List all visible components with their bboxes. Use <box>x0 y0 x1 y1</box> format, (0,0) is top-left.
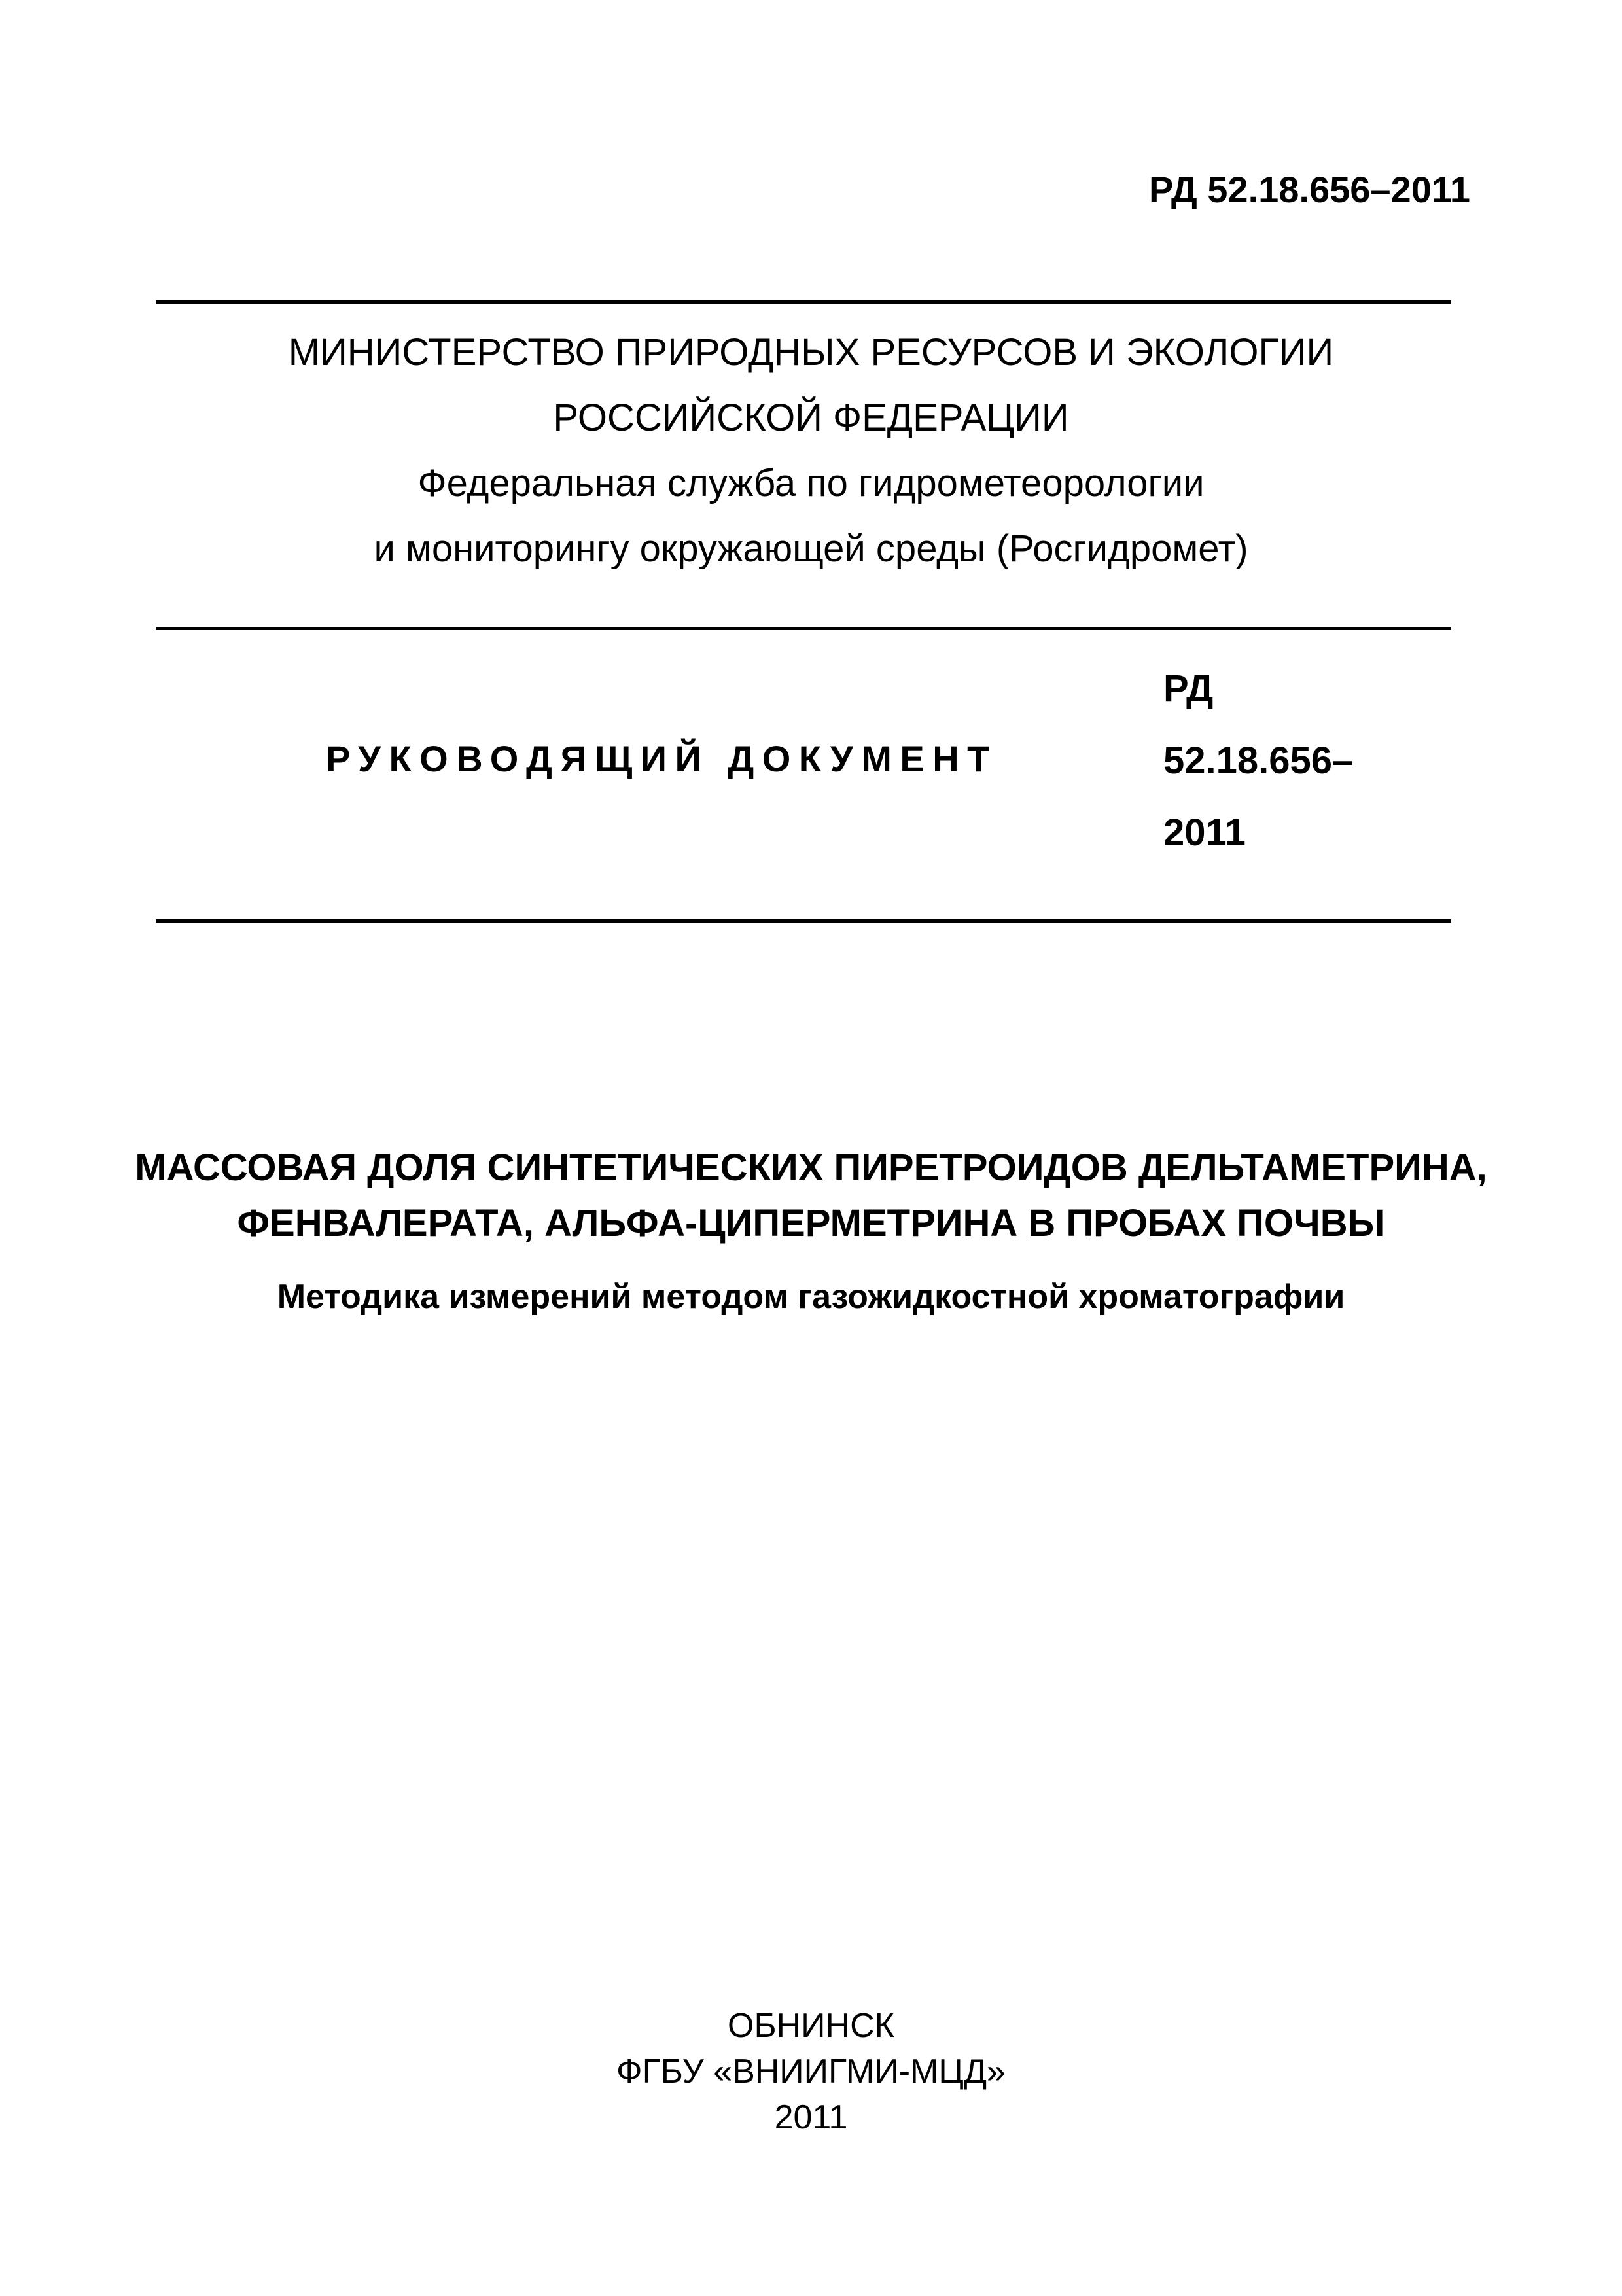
document-subtitle: Методика измерений методом газожидкостной хроматографии <box>277 1278 1345 1316</box>
document-code-line-1: РД <box>1163 667 1214 710</box>
service-name-line-1: Федеральная служба по гидрометеорологии <box>417 462 1205 504</box>
divider-middle <box>156 627 1451 630</box>
imprint-publisher: ФГБУ «ВНИИГМИ-МЦД» <box>616 2053 1006 2091</box>
ministry-name-line-2: РОССИЙСКОЙ ФЕДЕРАЦИИ <box>553 397 1069 439</box>
document-type-label: РУКОВОДЯЩИЙ ДОКУМЕНТ <box>326 738 998 779</box>
ministry-name-line-1: МИНИСТЕРСТВО ПРИРОДНЫХ РЕСУРСОВ И ЭКОЛОГИИ <box>288 331 1334 374</box>
document-title-line-2: ФЕНВАЛЕРАТА, АЛЬФА-ЦИПЕРМЕТРИНА В ПРОБАХ ПОЧВЫ <box>237 1202 1385 1245</box>
service-name-line-2: и мониторингу окружающей среды (Росгидромет) <box>374 527 1248 570</box>
imprint-year: 2011 <box>774 2098 848 2136</box>
divider-bottom <box>156 919 1451 923</box>
divider-top <box>156 300 1451 304</box>
document-code-header: РД 52.18.656–2011 <box>1149 169 1471 210</box>
imprint-city: ОБНИНСК <box>728 2007 894 2045</box>
document-code-line-3: 2011 <box>1163 811 1246 854</box>
document-title-line-1: МАССОВАЯ ДОЛЯ СИНТЕТИЧЕСКИХ ПИРЕТРОИДОВ ДЕЛЬТАМЕТРИНА, <box>135 1146 1487 1189</box>
document-code-line-2: 52.18.656– <box>1163 739 1354 782</box>
